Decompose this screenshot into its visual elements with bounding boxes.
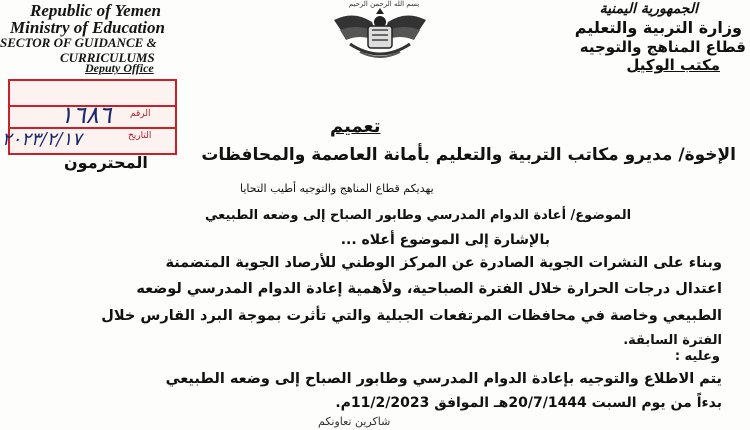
stamp-date: ٢٠٢٣/٢/١٧ <box>2 129 82 150</box>
received-stamp: الرقم التاريخ ١٦٨٦ ٢٠٢٣/٢/١٧ <box>0 75 185 157</box>
stamp-number: ١٦٨٦ <box>60 101 112 129</box>
body-line-8: بدءاً من يوم السبت 20/7/1444هـ الموافق 11/2/2023م. <box>335 395 722 411</box>
addressee-honorific: المحترمون <box>64 153 148 172</box>
yemen-emblem <box>320 0 440 68</box>
document-title: تعميم <box>330 116 381 137</box>
body-line-6: وعليه : <box>674 349 720 364</box>
header-line-deputy-office-ar: مكتب الوكيل <box>626 56 720 74</box>
header-line-sector-ar: قطاع المناهج والتوجيه <box>579 38 746 56</box>
header-line-ministry: Ministry of Education <box>10 18 165 37</box>
header-line-sector: SECTOR OF GUIDANCE & <box>0 35 157 50</box>
body-line-3: اعتدال درجات الحرارة خلال الفترة الصباحية، ولأهمية إعادة الدوام المدرسي لوضعه <box>136 281 722 297</box>
subject-line: الموضوع/ أعادة الدوام المدرسي وطابور الصباح إلى وضعه الطبيعي <box>205 208 632 223</box>
closing-line: شاكرين تعاونكم <box>318 415 391 428</box>
basmala: بسم الله الرحمن الرحيم <box>348 0 420 8</box>
body-line-4: الطبيعي وخاصة في محافظات المرتفعات الجبلية والتي تأثرت بموجة البرد القارس خلال <box>101 308 722 324</box>
header-line-republic: Republic of Yemen <box>30 1 161 20</box>
header-line-curriculums: CURRICULUMS <box>60 50 155 65</box>
body-line-2: وبناء على النشرات الجوية الصادرة عن المركز الوطني للأرصاد الجوية المتضمنة <box>165 255 722 271</box>
body-line-5: الفترة السابقة. <box>623 333 722 348</box>
header-line-republic-ar: الجمهورية اليمنية <box>599 1 698 17</box>
header-line-deputy-office: Deputy Office <box>85 61 154 75</box>
eagle-emblem-icon <box>320 0 440 68</box>
header-line-ministry-ar: وزارة التربية والتعليم <box>574 18 742 37</box>
greeting: يهديكم قطاع المناهج والتوجيه أطيب التحايا <box>240 182 434 195</box>
body-line-1: بالإشارة إلى الموضوع أعلاه ... <box>340 232 550 248</box>
body-line-7: يتم الاطلاع والتوجيه بإعادة الدوام المدرسي وطابور الصباح إلى وضعه الطبيعي <box>165 371 722 387</box>
addressee-line: الإخوة/ مديرو مكاتب التربية والتعليم بأمانة العاصمة والمحافظات <box>201 145 736 165</box>
